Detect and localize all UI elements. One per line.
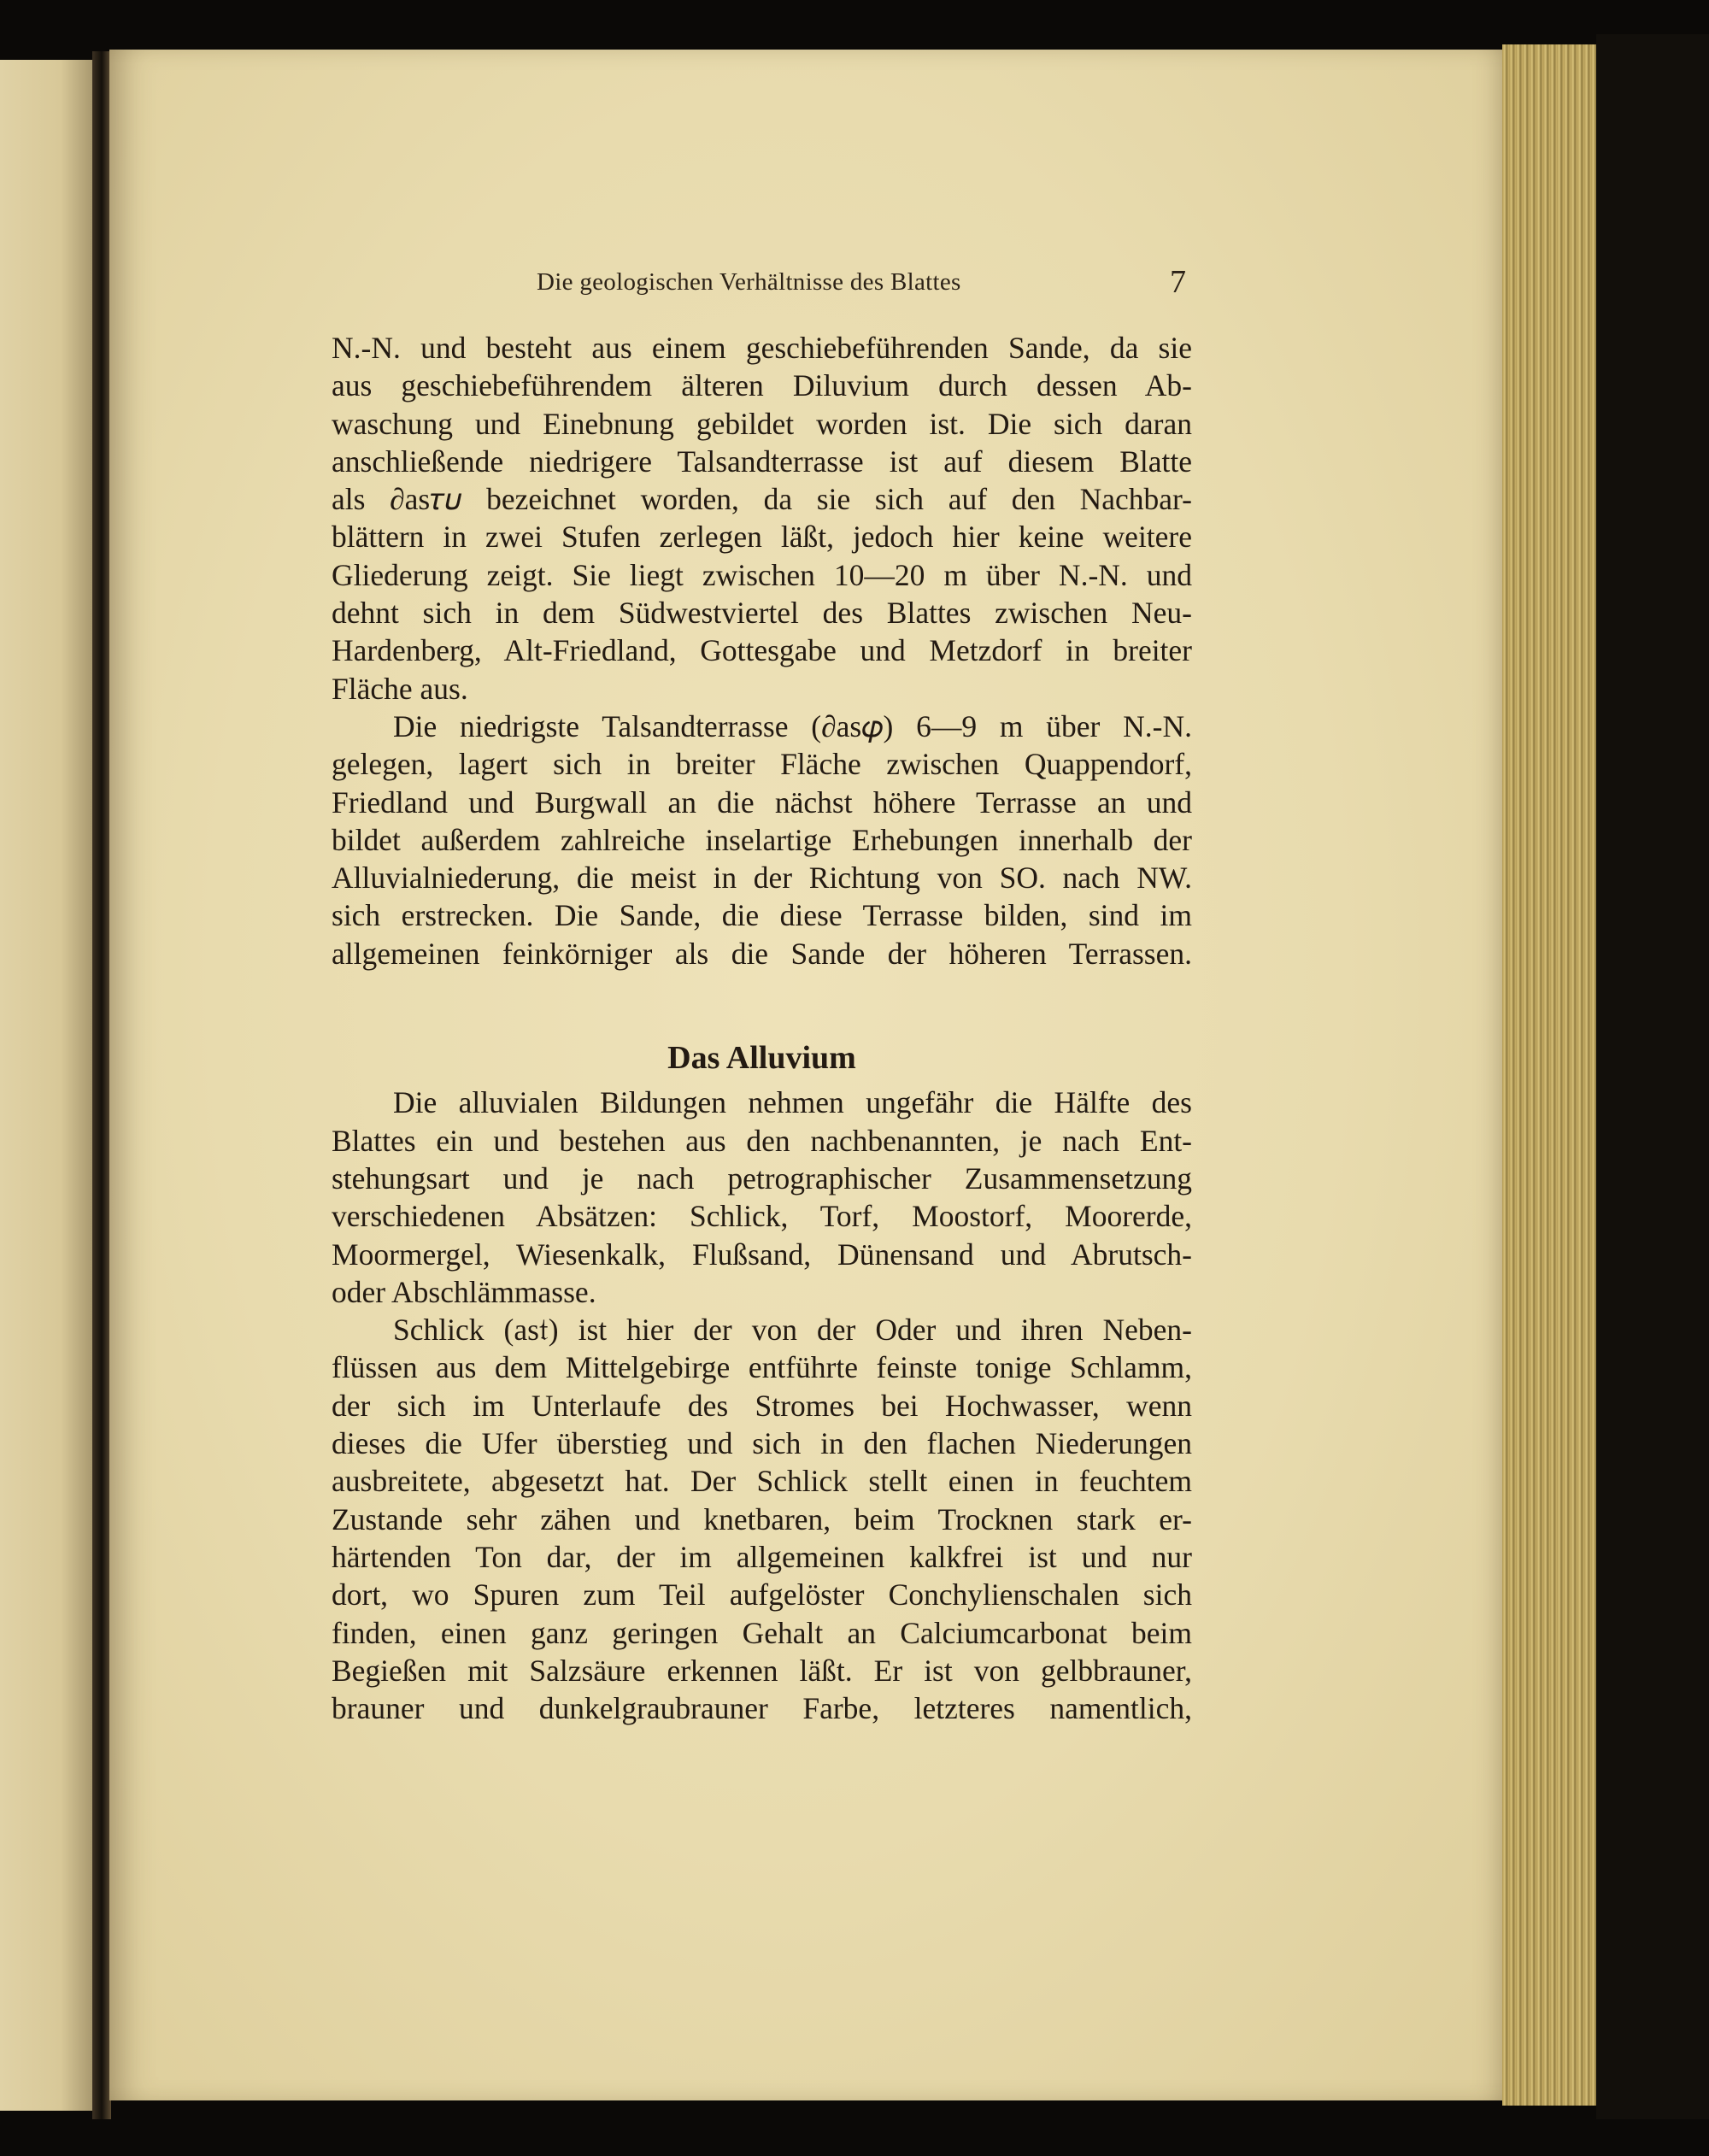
text-line: verschiedenen Absätzen: Schlick, Torf, Moostorf, Moorerde, [332,1199,1192,1234]
text-line: finden, einen ganz geringen Gehalt an Calciumcarbonat beim [332,1615,1192,1650]
text-line: N.-N. und besteht aus einem geschiebeführenden Sande, da sie [332,331,1192,365]
running-title: Die geologischen Verhältnisse des Blattes [537,268,961,296]
body-text [332,329,1192,1727]
text-line: anschließende niedrigere Talsandterrasse ist auf diesem Blatte [332,444,1192,479]
facing-page-edge [0,60,101,2111]
page-block-edges [1502,44,1596,2106]
text-line: allgemeinen feinkörniger als die Sande der höheren Terrassen. [332,936,1192,971]
text-line: ausbreitete, abgesetzt hat. Der Schlick stellt einen in feuchtem [332,1464,1192,1499]
text-line: Fläche aus. [332,671,468,706]
text-line: Gliederung zeigt. Sie liegt zwischen 10—20 m über N.-N. und [332,557,1192,592]
text-line: gelegen, lagert sich in breiter Fläche zwischen Quappendorf, [332,747,1192,782]
text-line: Friedland und Burgwall an die nächst höhere Terrasse an und [332,784,1192,820]
paragraph [332,329,1192,708]
paragraph [332,708,1192,972]
text-line: der sich im Unterlaufe des Stromes bei Hochwasser, wenn [332,1388,1192,1423]
section-heading: Das Alluvium [667,1040,856,1077]
text-line: dieses die Ufer überstieg und sich in den flachen Niederungen [332,1426,1192,1461]
text-line: brauner und dunkelgraubrauner Farbe, letzteres namentlich, [332,1691,1192,1726]
text-line: Alluvialniederung, die meist in der Richtung von SO. nach NW. [332,861,1192,896]
paragraph [332,1311,1192,1727]
text-line: Die alluvialen Bildungen nehmen ungefähr die Hälfte des [393,1085,1192,1120]
text-line: flüssen aus dem Mittelgebirge entführte feinste tonige Schlamm, [332,1350,1192,1385]
text-line: Begießen mit Salzsäure erkennen läßt. Er ist von gelbbrauner, [332,1653,1192,1688]
text-line: bildet außerdem zahlreiche inselartige Erhebungen innerhalb der [332,822,1192,857]
text-line: dort, wo Spuren zum Teil aufgelöster Conchylienschalen sich [332,1577,1192,1613]
book-cover [1596,34,1709,2119]
page-number: 7 [1170,264,1186,300]
text-line: Hardenberg, Alt-Friedland, Gottesgabe und Metzdorf in breiter [332,633,1192,668]
text-line: Zustande sehr zähen und knetbaren, beim Trocknen stark er- [332,1501,1192,1536]
text-line: Moormergel, Wiesenkalk, Flußsand, Dünensand und Abrutsch- [332,1237,1192,1272]
text-line: blättern in zwei Stufen zerlegen läßt, jedoch hier keine weitere [332,520,1192,555]
text-line: härtenden Ton dar, der im allgemeinen kalkfrei ist und nur [332,1539,1192,1574]
text-line: waschung und Einebnung gebildet worden ist. Die sich daran [332,406,1192,441]
text-line: stehungsart und je nach petrographischer Zusammensetzung [332,1160,1192,1195]
book-gutter [92,51,111,2119]
running-header [537,265,1186,303]
text-line: oder Abschlämmasse. [332,1274,596,1309]
text-line: aus geschiebeführendem älteren Diluvium durch dessen Ab- [332,368,1192,403]
text-line: Schlick (as𝔱) ist hier der von der Oder und ihren Neben- [393,1313,1192,1348]
text-line: sich erstrecken. Die Sande, die diese Terrasse bilden, sind im [332,898,1192,933]
text-line: Die niedrigste Talsandterrasse (∂as𝜑) 6—9 m über N.-N. [393,708,1192,743]
text-line: Blattes ein und bestehen aus den nachbenannten, je nach Ent- [332,1123,1192,1158]
text-line: dehnt sich in dem Südwestviertel des Blattes zwischen Neu- [332,596,1192,631]
paragraph [332,1084,1192,1311]
text-line: als ∂as𝜏𝜐 bezeichnet worden, da sie sich auf den Nachbar- [332,482,1192,517]
